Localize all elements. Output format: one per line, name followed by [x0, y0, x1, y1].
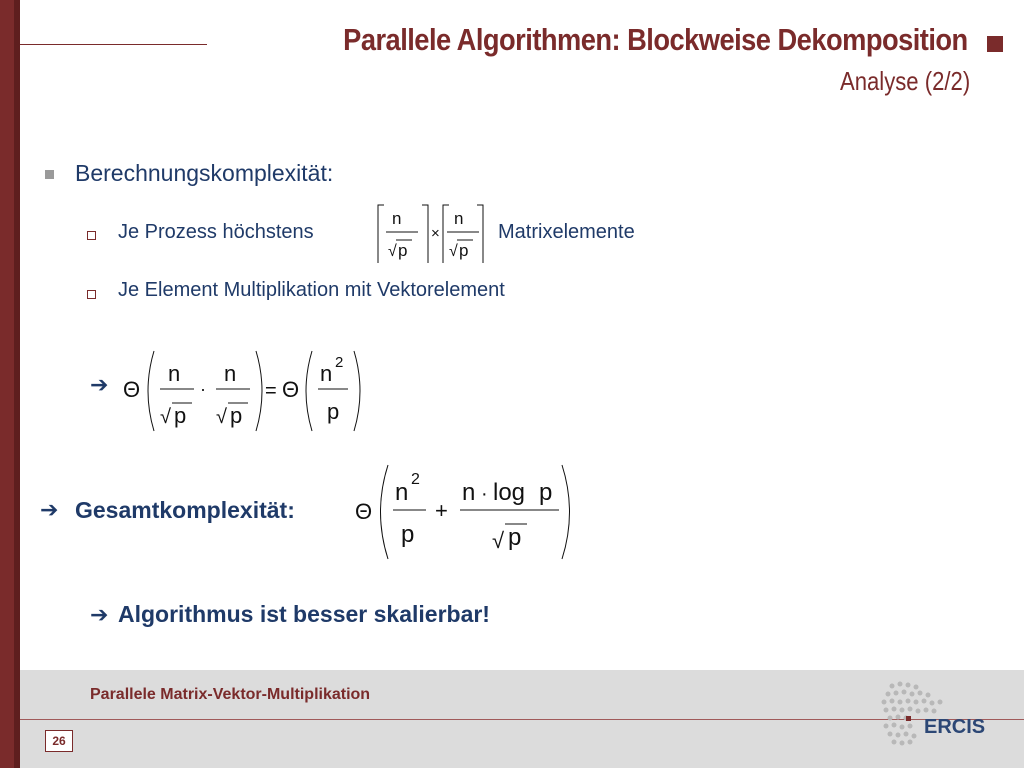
formula-process-complexity: [120, 345, 370, 437]
header-rule: [20, 44, 207, 45]
term2-p: p: [539, 479, 553, 506]
sub2-text: Je Element Multiplikation mit Vektorelement: [118, 279, 505, 301]
sub-bullet-icon: [87, 231, 96, 240]
ceil2-sqrt: √: [449, 243, 458, 260]
term2-sqrt: √: [492, 528, 505, 553]
frac1-numerator: n: [168, 361, 181, 386]
arrow-icon: ➔: [40, 497, 59, 522]
bullet-square-icon: [45, 170, 54, 179]
frac3-numerator: n: [320, 361, 333, 386]
sub-bullet-icon: [87, 290, 96, 299]
theta-symbol: Θ: [123, 377, 141, 402]
footer-rule: [20, 719, 1024, 720]
ceil1-sqrt: √: [388, 243, 397, 260]
ceil2-denominator: p: [459, 241, 469, 260]
ercis-logo: [876, 676, 1016, 756]
ceil1-numerator: n: [392, 209, 402, 228]
total-complexity-label: Gesamtkomplexität:: [75, 497, 295, 523]
left-accent-shade: [14, 0, 20, 768]
conclusion-text: Algorithmus ist besser skalierbar!: [118, 601, 490, 627]
ceil1-denominator: p: [398, 241, 408, 260]
term2-dot: ·: [481, 483, 488, 505]
frac3-exponent: 2: [335, 354, 344, 371]
frac2-denominator: p: [230, 403, 243, 428]
term1-numerator: n: [395, 479, 409, 506]
slide-title: Parallele Algorithmen: Blockweise Dekomposition: [343, 22, 968, 57]
arrow-icon: ➔: [90, 602, 109, 627]
term1-exponent: 2: [411, 471, 420, 488]
page-number: 26: [45, 730, 73, 752]
frac2-sqrt: √: [216, 406, 227, 428]
sub1-suffix-text: Matrixelemente: [498, 221, 635, 243]
theta-symbol: Θ: [282, 377, 300, 402]
term2-log: log: [493, 479, 526, 506]
arrow-icon: ➔: [90, 372, 109, 397]
footer-title: Parallele Matrix-Vektor-Multiplikation: [90, 686, 371, 703]
times-sign: ×: [431, 225, 440, 242]
theta-symbol: Θ: [355, 499, 373, 524]
term2-denominator: p: [508, 524, 522, 551]
dot-operator: ·: [200, 379, 206, 399]
bullet-main-text: Berechnungskomplexität:: [75, 160, 334, 186]
frac1-sqrt: √: [160, 406, 171, 428]
ercis-logo-text: ERCIS: [924, 716, 986, 738]
term2-n: n: [462, 479, 476, 506]
formula-total-complexity: [352, 460, 582, 564]
sub1-prefix-text: Je Prozess höchstens: [118, 221, 314, 243]
plus-sign: +: [435, 498, 448, 523]
slide-subtitle: Analyse (2/2): [839, 66, 970, 96]
equals-sign: =: [265, 380, 277, 402]
term1-denominator: p: [401, 521, 415, 548]
frac1-denominator: p: [174, 403, 187, 428]
frac3-denominator: p: [327, 399, 340, 424]
ceil2-numerator: n: [454, 209, 464, 228]
title-square-icon: [987, 36, 1003, 52]
frac2-numerator: n: [224, 361, 237, 386]
formula-ceil-product: [368, 200, 494, 266]
